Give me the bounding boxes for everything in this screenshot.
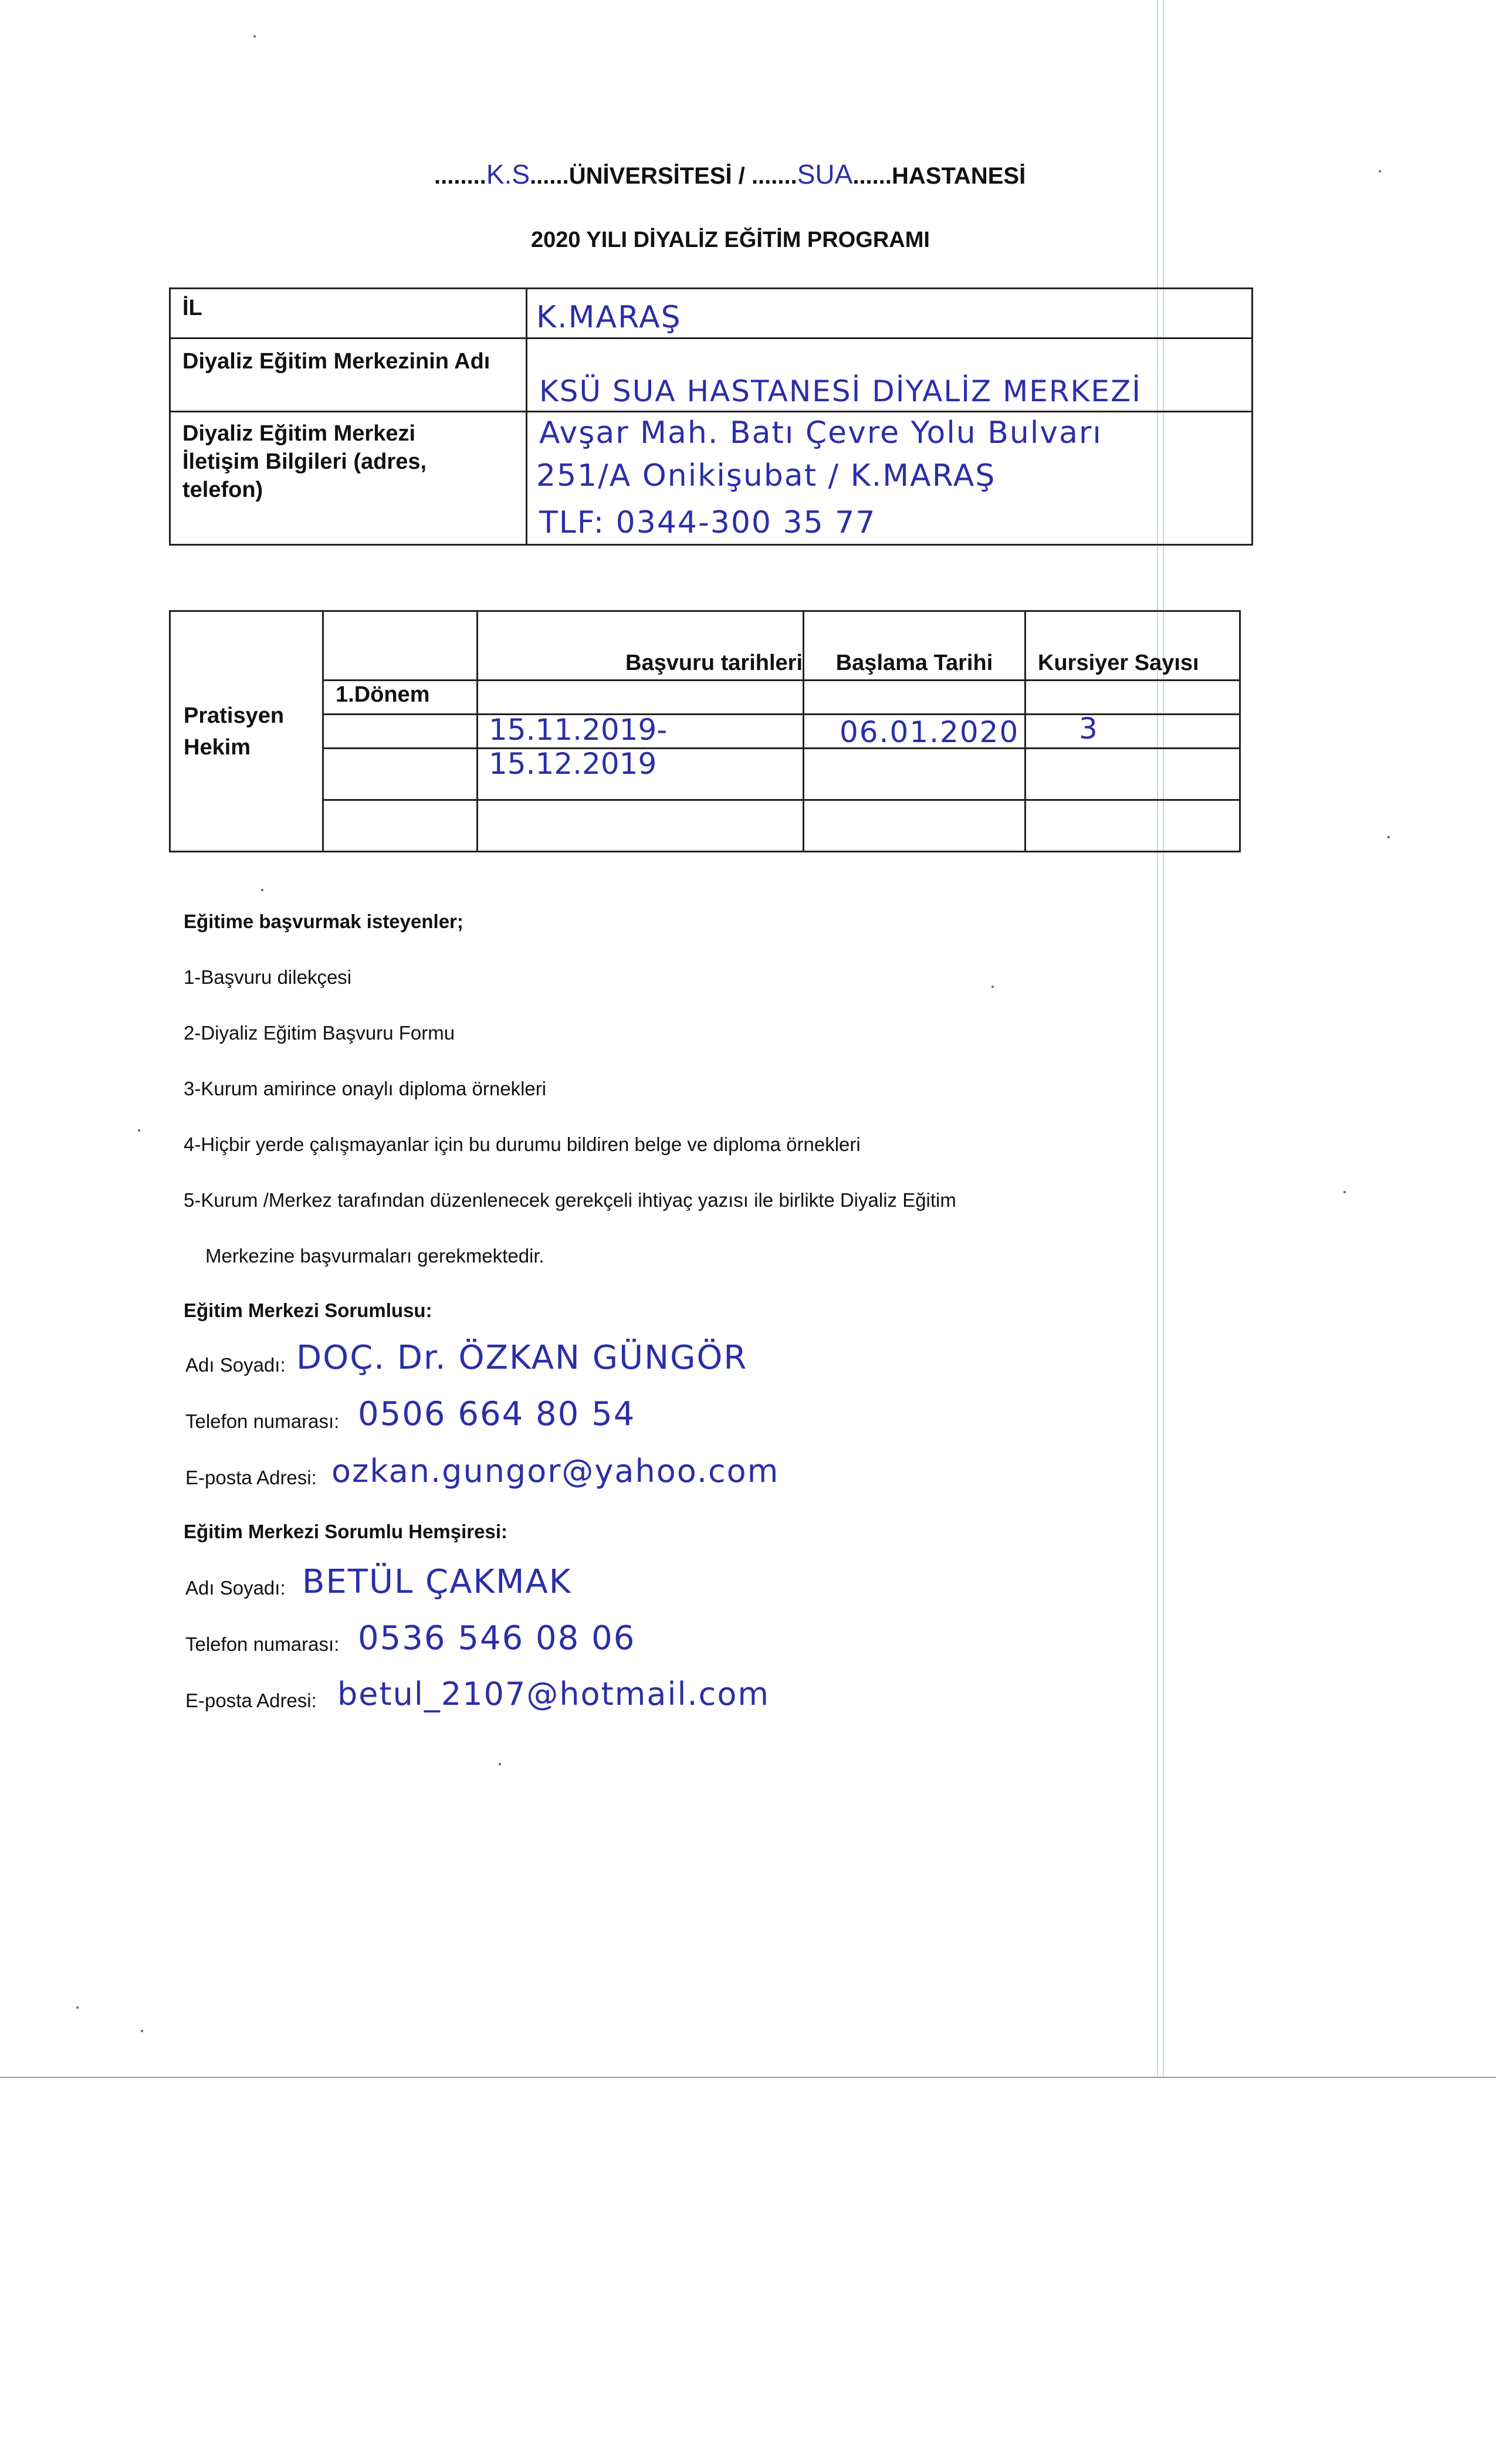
cell (1025, 681, 1240, 715)
center-info-table (169, 287, 1253, 546)
requirements-heading: Eğitime başvurmak isteyenler; (184, 911, 463, 932)
il-value-cell (527, 289, 1253, 339)
cell (1025, 800, 1240, 852)
scan-speck (141, 2030, 143, 2032)
col-header-trainee-count (1025, 611, 1240, 681)
nurse-phone-value: 0536 546 08 06 (358, 1619, 636, 1657)
responsible-email-value: ozkan.gungor@yahoo.com (331, 1453, 780, 1490)
header-dots: ...... (852, 163, 892, 189)
responsible-heading: Eğitim Merkezi Sorumlusu: (184, 1299, 432, 1321)
responsible-phone-label: Telefon numarası: (185, 1410, 340, 1432)
address-line: 251/A Onikişubat / K.MARAŞ (536, 458, 996, 493)
scan-speck (253, 35, 256, 38)
nurse-heading: Eğitim Merkezi Sorumlu Hemşiresi: (184, 1521, 507, 1542)
header-empty-cell (323, 611, 478, 681)
cell (804, 681, 1025, 715)
row-label-cell (170, 611, 323, 852)
trainee-count-cell (1025, 712, 1240, 749)
col-header-text: Başvuru tarihleri (625, 651, 803, 675)
cell (323, 715, 478, 749)
nurse-phone-label: Telefon numarası: (185, 1633, 340, 1655)
center-name-value-cell (527, 339, 1253, 412)
col-header-start-date (804, 611, 1025, 681)
phone-line: TLF: 0344-300 35 77 (539, 505, 876, 540)
header-dots: ........ (434, 163, 486, 189)
scan-speck (991, 986, 994, 988)
cell (478, 681, 804, 715)
scan-speck (499, 1763, 501, 1765)
address-line: Avşar Mah. Batı Çevre Yolu Bulvarı (539, 415, 1102, 451)
requirement-item: 2-Diyaliz Eğitim Başvuru Formu (184, 1022, 455, 1044)
scan-speck (1379, 170, 1381, 172)
row-label-line: Hekim (184, 735, 251, 760)
row-label-line: Pratisyen (184, 703, 285, 728)
header-dots: ...... (530, 163, 569, 189)
scan-speck (261, 889, 263, 891)
start-date-value: 06.01.2020 (840, 715, 1020, 749)
col-header-application-dates (478, 611, 804, 681)
requirement-item: 4-Hiçbir yerde çalışmayanlar için bu durumu bildiren belge ve diploma örnekleri (184, 1133, 861, 1155)
scan-speck (1387, 836, 1390, 838)
application-dates-cell (478, 713, 804, 781)
responsible-phone-value: 0506 664 80 54 (358, 1395, 636, 1433)
contact-value-cell (527, 412, 1253, 545)
contact-label-line: İletişim Bilgileri (adres, (182, 449, 427, 474)
nurse-email-label: E-posta Adresi: (185, 1690, 317, 1711)
cell (804, 749, 1025, 800)
hospital-suffix: HASTANESİ (892, 163, 1026, 189)
il-label: İL (182, 296, 202, 320)
period-label-cell (323, 681, 478, 715)
contact-label-line: Diyaliz Eğitim Merkezi (182, 421, 416, 446)
hospital-handwritten: SUA (797, 159, 853, 189)
requirement-item: 1-Başvuru dilekçesi (184, 966, 352, 988)
col-header-text: Başlama Tarihi (835, 651, 993, 675)
header-dots: ....... (751, 163, 797, 189)
nurse-name-label: Adı Soyadı: (185, 1577, 286, 1599)
nurse-name-value: BETÜL ÇAKMAK (302, 1563, 572, 1601)
il-label-cell (170, 289, 527, 339)
period-label: 1.Dönem (336, 682, 430, 707)
university-suffix: ÜNİVERSİTESİ / (568, 163, 745, 189)
center-name-value: KSÜ SUA HASTANESİ DİYALİZ MERKEZİ (539, 374, 1142, 408)
cell (323, 749, 478, 800)
responsible-name-label: Adı Soyadı: (185, 1354, 286, 1376)
scan-speck (76, 2006, 79, 2009)
scan-speck (1343, 1191, 1346, 1193)
university-handwritten: K.S (486, 159, 530, 189)
scan-speck (138, 1129, 140, 1132)
cell (323, 800, 478, 852)
requirement-item: 3-Kurum amirince onaylı diploma örnekleri (184, 1078, 547, 1099)
contact-label-line: telefon) (182, 478, 263, 502)
nurse-email-value: betul_2107@hotmail.com (337, 1676, 770, 1712)
trainee-count-value: 3 (1079, 712, 1099, 746)
document-header (434, 158, 1025, 190)
cell (804, 800, 1025, 852)
il-value: K.MARAŞ (536, 300, 682, 335)
cell (1025, 749, 1240, 800)
requirement-item-continuation: Merkezine başvurmaları gerekmektedir. (205, 1245, 544, 1267)
cell (478, 800, 804, 852)
responsible-email-label: E-posta Adresi: (185, 1467, 317, 1488)
application-dates-value: 15.11.2019-15.12.2019 (489, 713, 668, 781)
center-name-label: Diyaliz Eğitim Merkezinin Adı (182, 349, 490, 374)
contact-label-cell (170, 412, 527, 545)
responsible-name-value: DOÇ. Dr. ÖZKAN GÜNGÖR (296, 1339, 748, 1377)
document-title: 2020 YILI DİYALİZ EĞİTİM PROGRAMI (531, 228, 930, 252)
center-name-label-cell (170, 339, 527, 412)
col-header-text: Kursiyer Sayısı (1038, 651, 1199, 675)
requirement-item: 5-Kurum /Merkez tarafından düzenlenecek gerekçeli ihtiyaç yazısı ile birlikte Diyaliz Eğitim (184, 1189, 956, 1211)
start-date-cell (804, 715, 1025, 749)
schedule-table (169, 610, 1241, 852)
